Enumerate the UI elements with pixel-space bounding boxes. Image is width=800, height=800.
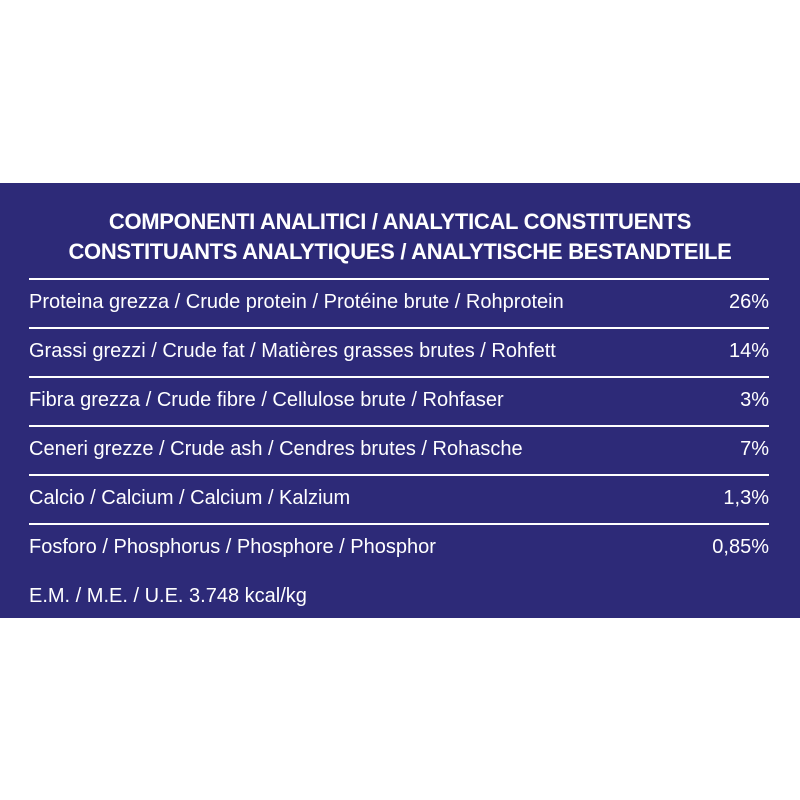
- divider: [29, 327, 769, 329]
- constituent-value: 1,3%: [723, 487, 769, 509]
- constituent-label: Ceneri grezze / Crude ash / Cendres brutes / Rohasche: [29, 438, 523, 460]
- constituent-value: 26%: [728, 291, 769, 313]
- constituent-label: Proteina grezza / Crude protein / Protéine brute / Rohprotein: [29, 291, 564, 313]
- constituent-value: 3%: [740, 389, 769, 411]
- constituent-row-fibre: [29, 388, 769, 412]
- constituent-value: 14%: [728, 340, 769, 362]
- constituent-label: Fosforo / Phosphorus / Phosphore / Phosphor: [29, 536, 436, 558]
- constituent-row-fat: [29, 339, 769, 363]
- constituent-row-protein: [29, 290, 769, 314]
- constituent-value: 7%: [740, 438, 769, 460]
- constituent-label: Fibra grezza / Crude fibre / Cellulose brute / Rohfaser: [29, 389, 504, 411]
- constituent-row-ash: [29, 437, 769, 461]
- divider: [29, 278, 769, 280]
- analytical-constituents-panel: [0, 183, 800, 618]
- constituent-row-calcium: [29, 486, 769, 510]
- heading-line-1: COMPONENTI ANALITICI / ANALYTICAL CONSTITUENTS: [108, 209, 692, 234]
- metabolizable-energy: E.M. / M.E. / U.E. 3.748 kcal/kg: [29, 585, 307, 607]
- constituent-value: 0,85%: [712, 536, 769, 558]
- divider: [29, 474, 769, 476]
- constituent-row-phosphorus: [29, 535, 769, 559]
- constituent-label: Grassi grezzi / Crude fat / Matières grasses brutes / Rohfett: [29, 340, 556, 362]
- constituent-label: Calcio / Calcium / Calcium / Kalzium: [29, 487, 351, 509]
- divider: [29, 376, 769, 378]
- divider: [29, 523, 769, 525]
- divider: [29, 425, 769, 427]
- heading-line-2: CONSTITUANTS ANALYTIQUES / ANALYTISCHE BESTANDTEILE: [68, 239, 732, 264]
